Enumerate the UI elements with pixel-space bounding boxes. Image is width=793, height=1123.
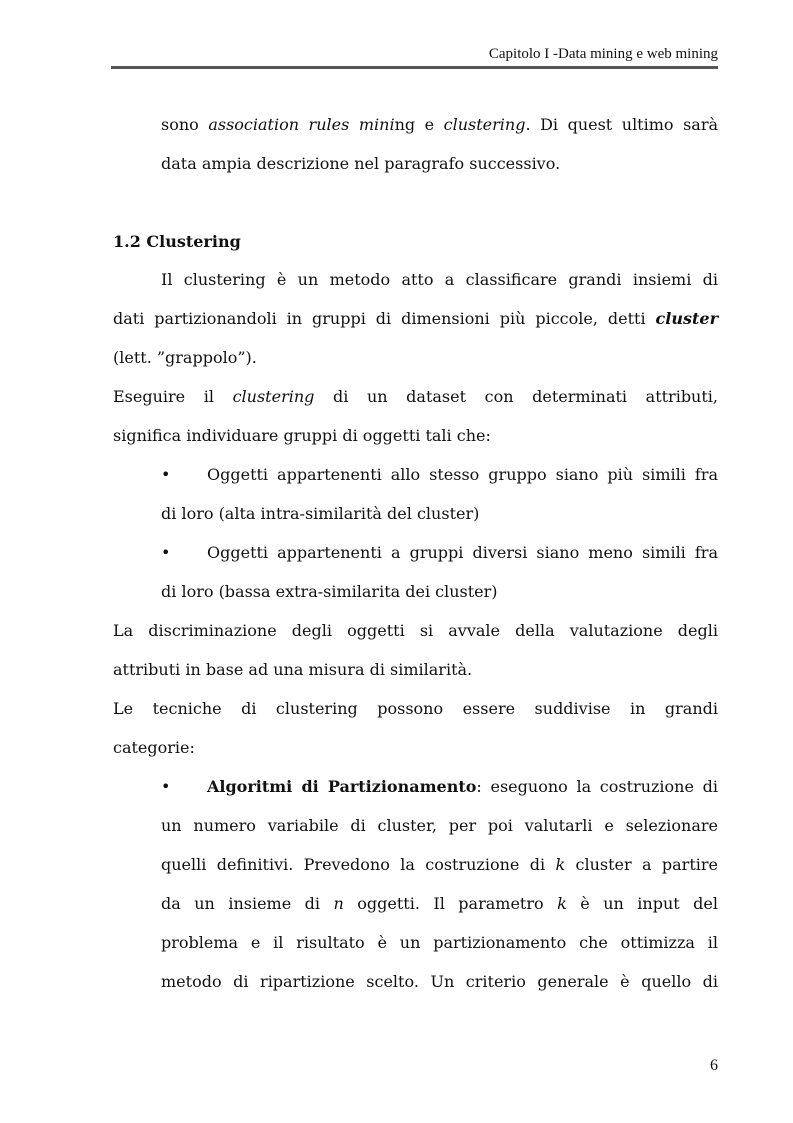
paragraph-line: Le tecniche di clustering possono essere suddivise in grandi	[113, 699, 718, 718]
list-item: di loro (bassa extra-similarita dei cluster)	[161, 582, 498, 601]
list-item-line: metodo di ripartizione scelto. Un criterio generale è quello di	[161, 972, 718, 991]
paragraph-line: La discriminazione degli oggetti si avvale della valutazione degli	[113, 621, 718, 640]
list-item: Oggetti appartenenti a gruppi diversi siano meno simili fra	[207, 543, 718, 562]
paragraph-line: (lett. ”grappolo”).	[113, 348, 257, 367]
bullet-symbol: •	[161, 465, 171, 484]
paragraph-line: dati partizionandoli in gruppi di dimensioni più piccole, detti cluster	[113, 309, 718, 328]
page-number: 6	[710, 1057, 718, 1074]
section-heading: 1.2 Clustering	[113, 232, 241, 251]
paragraph-line: attributi in base ad una misura di similarità.	[113, 660, 473, 679]
paragraph-line: data ampia descrizione nel paragrafo successivo.	[161, 154, 561, 173]
list-item: di loro (alta intra-similarità del cluster)	[161, 504, 480, 523]
list-item-line: un numero variabile di cluster, per poi valutarli e selezionare	[161, 816, 718, 835]
paragraph-line: categorie:	[113, 738, 195, 757]
list-item-line: problema e il risultato è un partizionamento che ottimizza il	[161, 933, 718, 952]
bullet-symbol: •	[161, 777, 171, 796]
list-item-line: da un insieme di n oggetti. Il parametro k è un input del	[161, 894, 719, 913]
list-item: Algoritmi di Partizionamento: eseguono la costruzione di	[207, 777, 719, 796]
paragraph-line: Il clustering è un metodo atto a classificare grandi insiemi di	[161, 270, 718, 289]
bullet-symbol: •	[161, 543, 171, 562]
list-item-line: quelli definitivi. Prevedono la costruzione di k cluster a partire	[161, 855, 718, 874]
running-header: Capitolo I -Data mining e web mining	[488, 46, 718, 62]
list-item: Oggetti appartenenti allo stesso gruppo siano più simili fra	[207, 465, 718, 484]
paragraph-line: Eseguire il clustering di un dataset con determinati attributi,	[113, 387, 718, 406]
paragraph-line: sono association rules mining e clustering. Di quest ultimo sarà	[161, 115, 719, 134]
header-rule	[111, 66, 718, 69]
paragraph-line: significa individuare gruppi di oggetti tali che:	[113, 426, 491, 445]
